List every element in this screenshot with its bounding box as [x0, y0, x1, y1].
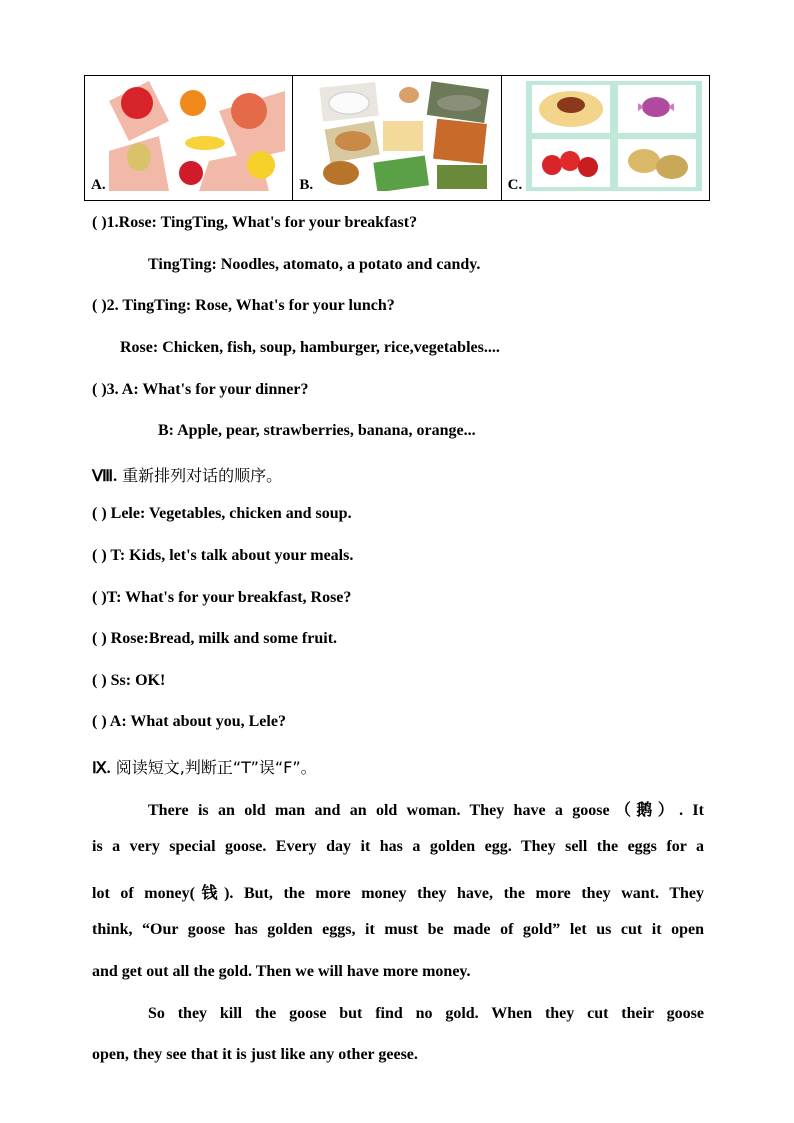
passage-line: is a very special goose. Every day it has a golden egg. They sell the eggs for a	[92, 838, 704, 855]
matching-question-2: ( )2. TingTing: Rose, What's for your lunch?	[92, 297, 395, 314]
matching-answer-3: B: Apple, pear, strawberries, banana, orange...	[158, 422, 476, 439]
passage-line: lot of money(钱). But, the more money they have, the more they want. They	[92, 885, 704, 902]
option-c-label: C.	[507, 177, 523, 193]
dialogue-item-5: ( ) Ss: OK!	[92, 672, 166, 689]
dialogue-item-1: ( ) Lele: Vegetables, chicken and soup.	[92, 505, 352, 522]
matching-answer-2: Rose: Chicken, fish, soup, hamburger, rice,vegetables....	[120, 339, 500, 356]
meals-collage-image	[317, 81, 493, 191]
section-9-heading	[92, 755, 317, 778]
matching-answer-1: TingTing: Noodles, atomato, a potato and candy.	[148, 256, 481, 273]
matching-question-1: ( )1.Rose: TingTing, What's for your breakfast?	[92, 214, 418, 231]
section-8-title: 重新排列对话的顺序。	[117, 466, 283, 485]
passage-line: think, “Our goose has golden eggs, it must be made of gold” let us cut it open	[92, 921, 704, 938]
fruit-collage-image	[109, 81, 285, 191]
option-a-label: A.	[91, 177, 106, 193]
option-a-cell	[85, 76, 293, 201]
section-9-title: 阅读短文,判断正“T”误“F”。	[110, 758, 317, 777]
dialogue-item-3: ( )T: What's for your breakfast, Rose?	[92, 589, 352, 606]
dialogue-item-4: ( ) Rose:Bread, milk and some fruit.	[92, 630, 338, 647]
picture-options-table	[84, 75, 710, 201]
option-c-cell	[501, 76, 709, 201]
passage-line: open, they see that it is just like any other geese.	[92, 1046, 418, 1063]
dialogue-item-6: ( ) A: What about you, Lele?	[92, 713, 286, 730]
passage-line: There is an old man and an old woman. They have a goose（鹅）. It	[148, 802, 704, 819]
option-b-cell	[293, 76, 501, 201]
matching-question-3: ( )3. A: What's for your dinner?	[92, 381, 309, 398]
passage-line: and get out all the gold. Then we will have more money.	[92, 963, 471, 980]
dialogue-item-2: ( ) T: Kids, let's talk about your meals.	[92, 547, 354, 564]
section-8-number: Ⅷ.	[92, 468, 118, 485]
section-9-number: Ⅸ.	[92, 760, 111, 777]
noodles-tomato-potato-candy-collage-image	[526, 81, 702, 191]
section-8-heading	[92, 463, 282, 486]
option-b-label: B.	[299, 177, 314, 193]
passage-line: So they kill the goose but find no gold. When they cut their goose	[148, 1005, 704, 1022]
